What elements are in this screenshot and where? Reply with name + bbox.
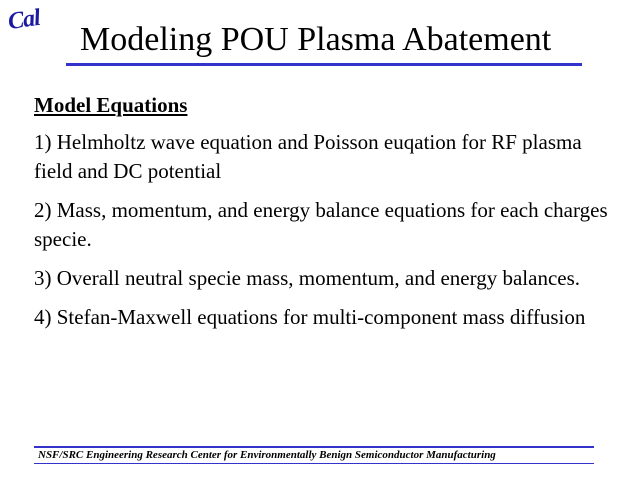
list-item: 4) Stefan-Maxwell equations for multi-component mass diffusion	[34, 305, 586, 329]
cal-logo: Cal	[6, 4, 42, 36]
list-item: 3) Overall neutral specie mass, momentum, and energy balances.	[34, 266, 581, 290]
equation-list	[34, 128, 614, 342]
footer-divider-top	[34, 446, 594, 448]
slide-title: Modeling POU Plasma Abatement	[80, 21, 552, 58]
list-item: 1) Helmholtz wave equation and Poisson euqation for RF plasma field and DC potential	[34, 130, 582, 183]
footer-divider-bottom	[34, 463, 594, 464]
section-heading: Model Equations	[34, 93, 188, 117]
title-divider	[66, 63, 582, 66]
footer-text: NSF/SRC Engineering Research Center for Environmentally Benign Semiconductor Manufacturing	[38, 449, 496, 461]
list-item: 2) Mass, momentum, and energy balance equations for each charges specie.	[34, 198, 608, 251]
